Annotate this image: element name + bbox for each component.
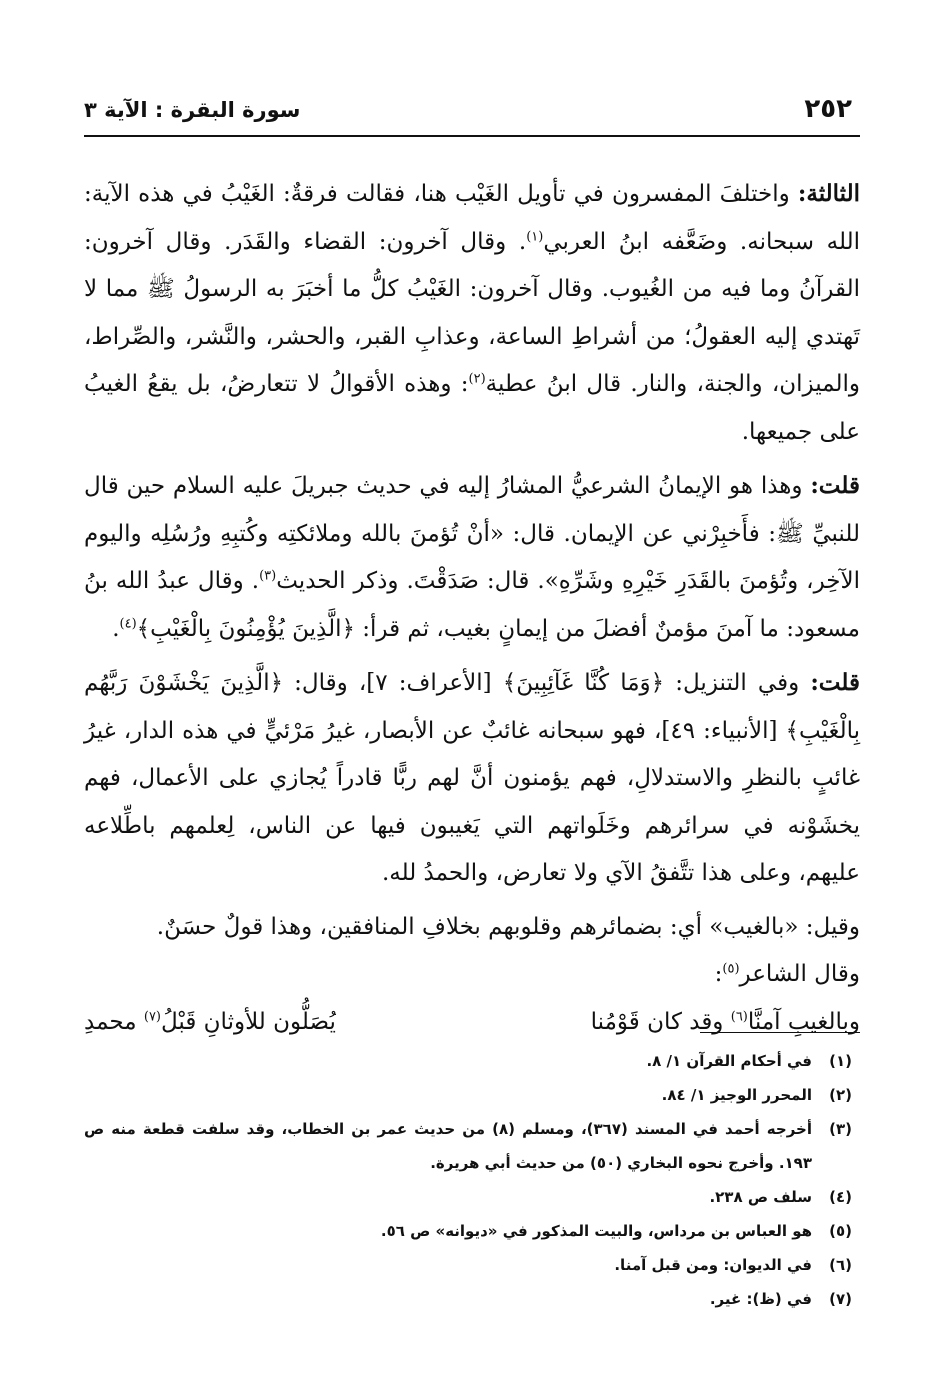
footnote bbox=[84, 1180, 852, 1214]
footnote-text: أخرجه أحمد في المسند (٣٦٧)، ومسلم (٨) من حديث عمر بن الخطاب، وقد سلفت قطعة منه ص ١٩٣. وأخرج نحوه البخاري (٥٠) من حديث أبي هريرة. bbox=[84, 1120, 812, 1172]
hemistich-text: وقد كان قَوْمُنا bbox=[590, 1008, 731, 1035]
footnote-text: في أحكام القرآن ١/ ٨. bbox=[646, 1052, 812, 1070]
paragraph-lead: الثالثة: bbox=[797, 180, 860, 207]
footnote-text: في الديوان: ومن قبل آمنا. bbox=[614, 1256, 812, 1274]
footnote-text: في (ظ): غير. bbox=[709, 1290, 812, 1308]
footnote-text: سلف ص ٢٣٨. bbox=[709, 1188, 812, 1206]
footnote-ref: (١) bbox=[526, 228, 544, 244]
paragraph-lead: قلت: bbox=[810, 472, 860, 499]
paragraph-text: وفي التنزيل: ﴿وَمَا كُنَّا غَآئِبِينَ﴾ [الأعراف: ٧]، وقال: ﴿الَّذِينَ يَخْشَوْنَ رَبَّهُم بِالْغَيْبِ﴾ [الأنبياء: ٤٩]، فهو سبحانه غائبٌ عن الأبصار، غيرُ مَرْئيٍّ في هذه الدار، غيرُ غائبٍ بالنظرِ والاستدلالِ، فهم يؤمنون أنَّ لهم ربًّا قادراً يُجازي على الأعمال، فهم يخشَوْنه في سرائرهم وخَلَواتهم التي يَغيبون فيها عن الناس، لِعلمهم باطِّلاعه عليهم، وعلى هذا تتَّفقُ الآي ولا تعارض، والحمدُ لله. bbox=[84, 670, 860, 886]
verse-intro bbox=[84, 951, 860, 999]
hemistich-text: وبالغيبِ آمنَّا bbox=[747, 1008, 860, 1035]
footnote bbox=[84, 1214, 852, 1248]
paragraph-3 bbox=[84, 659, 860, 898]
hemistich-text: محمدِ bbox=[84, 1008, 144, 1035]
page-number: ٢٥٢ bbox=[804, 94, 852, 124]
running-header bbox=[84, 94, 852, 124]
footnote bbox=[84, 1248, 852, 1282]
verse-first-hemistich bbox=[591, 999, 860, 1047]
footnote-text: المحرر الوجيز ١/ ٨٤. bbox=[661, 1086, 812, 1104]
paragraph-text: واختلفَ المفسرون في تأويل الغَيْب هنا، فقالت فرقةٌ: الغَيْبُ في هذه الآية: الله سبحانه. وضَعَّفه ابنُ العربي bbox=[84, 181, 861, 255]
footnote-ref: (٧) bbox=[143, 1008, 161, 1024]
paragraph-1 bbox=[84, 170, 860, 456]
paragraph-2 bbox=[84, 462, 860, 653]
main-text bbox=[84, 170, 860, 1046]
footnote bbox=[84, 1282, 852, 1316]
verse-intro-text: وقال الشاعر bbox=[739, 961, 860, 987]
header-rule bbox=[84, 135, 860, 137]
verse-second-hemistich bbox=[84, 999, 336, 1047]
footnote-number: (٤) bbox=[829, 1188, 852, 1206]
footnote bbox=[84, 1112, 852, 1180]
footnote-number: (٣) bbox=[829, 1120, 852, 1138]
footnote-ref: (٣) bbox=[259, 568, 277, 584]
paragraph-text: وهذا هو الإيمانُ الشرعيُّ المشارُ إليه في حديث جبريلَ عليه السلام حين قال للنبيِّ ﷺ: فأَخبِرْني عن الإيمان. قال: «أنْ تُؤمنَ بالله وملائكتِه وكُتبِهِ ورُسُلِه واليوم الآخِر، وتُؤمنَ بالقَدَرِ خَيْرِهِ وشَرِّهِ». قال: صَدَقْتَ. وذكر الحديث bbox=[84, 473, 860, 594]
hemistich-text: يُصَلُّون للأوثانِ قَبْلُ bbox=[161, 1008, 336, 1035]
poetry-verse bbox=[84, 999, 860, 1047]
paragraph-text: . وقال آخرون: القضاء والقَدَر. وقال آخرون: القرآنُ وما فيه من الغُيوب. وقال آخرون: الغَيْبُ كلُّ ما أخبَرَ به الرسولُ ﷺ مما لا تَهتدي إليه العقولُ؛ من أشراطِ الساعة، وعذابِ القبر، والحشر، والنَّشر، والصِّراط، والميزان، والجنة، والنار. قال ابنُ عطية bbox=[84, 228, 860, 397]
paragraph-text: . وقال عبدُ الله بنُ مسعود: ما آمنَ مؤمنٌ أفضلَ من إيمانٍ بغيب، ثم قرأ: ﴿الَّذِينَ يُؤْمِنُونَ بِالْغَيْبِ﴾ bbox=[84, 568, 860, 642]
footnote-number: (٦) bbox=[829, 1256, 852, 1274]
paragraph-text: : وهذه الأقوالُ لا تتعارضُ، بل يقعُ الغيبُ على جميعها. bbox=[84, 371, 860, 445]
footnote-ref: (٤) bbox=[119, 615, 137, 631]
footnotes bbox=[84, 1044, 852, 1316]
paragraph-lead: قلت: bbox=[810, 669, 860, 696]
footnote bbox=[84, 1044, 852, 1078]
footnote bbox=[84, 1078, 852, 1112]
footnote-ref: (٢) bbox=[468, 371, 486, 387]
paragraph-text: وقيل: «بالغيب» أي: بضمائرهم وقلوبهم بخلافِ المنافقين، وهذا قولٌ حسَنٌ. bbox=[156, 913, 860, 940]
paragraph-4 bbox=[84, 904, 860, 952]
footnote-ref: (٥) bbox=[722, 961, 740, 977]
footnote-number: (١) bbox=[829, 1052, 852, 1070]
footnote-number: (٢) bbox=[829, 1086, 852, 1104]
footnote-number: (٧) bbox=[829, 1290, 852, 1308]
verse-intro-colon: : bbox=[714, 961, 723, 987]
paragraph-text: . bbox=[112, 615, 120, 642]
footnote-text: هو العباس بن مرداس، والبيت المذكور في «ديوانه» ص ٥٦. bbox=[380, 1222, 812, 1240]
footnote-number: (٥) bbox=[829, 1222, 852, 1240]
running-title: سورة البقرة : الآية ٣ bbox=[84, 98, 301, 122]
footnote-rule bbox=[700, 1032, 860, 1033]
footnote-ref: (٦) bbox=[730, 1008, 748, 1024]
